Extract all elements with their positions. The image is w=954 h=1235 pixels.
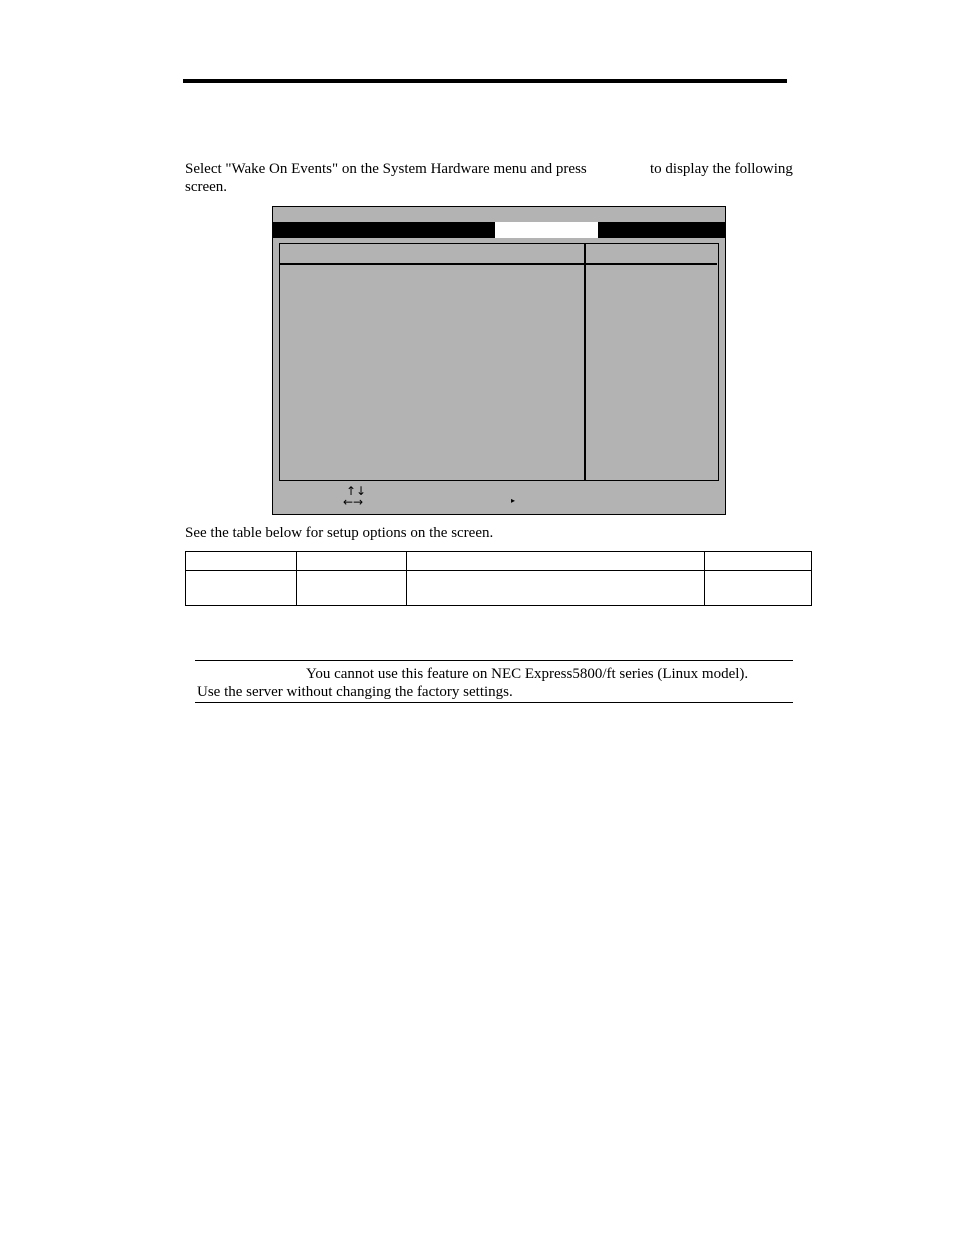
table-row <box>186 571 812 606</box>
note-line-2: Use the server without changing the factory settings. <box>197 684 513 700</box>
note-line-1: You cannot use this feature on NEC Express5800/ft series (Linux model). <box>306 666 749 682</box>
bios-help-panel <box>585 243 719 481</box>
header-rule <box>183 79 787 83</box>
table-cell <box>297 571 407 606</box>
bios-menu-active-tab[interactable] <box>495 222 598 238</box>
table-cell <box>705 571 812 606</box>
table-header-row <box>186 552 812 571</box>
left-right-arrows-icon: ←→ <box>343 495 364 509</box>
table-header-cell <box>186 552 297 571</box>
submenu-triangle-icon: ▸ <box>511 496 516 505</box>
note-top-rule <box>195 660 793 661</box>
table-cell <box>186 571 297 606</box>
table-cell <box>407 571 705 606</box>
bios-panel-header-line <box>280 263 717 265</box>
table-header-cell <box>407 552 705 571</box>
intro-line-1a: Select "Wake On Events" on the System Hardware menu and press <box>185 161 587 177</box>
options-table <box>185 551 812 606</box>
bios-menu-bar <box>273 222 725 238</box>
bios-panel-divider <box>584 243 585 481</box>
bios-settings-panel <box>279 243 585 481</box>
table-header-cell <box>705 552 812 571</box>
table-header-cell <box>297 552 407 571</box>
intro-line-1b: to display the following <box>650 161 793 177</box>
note-bottom-rule <box>195 702 793 703</box>
bios-screen <box>272 206 726 515</box>
up-down-arrows-icon: ↑↓ <box>346 484 367 498</box>
intro-line-2: screen. <box>185 179 228 195</box>
table-intro: See the table below for setup options on the screen. <box>185 525 494 541</box>
